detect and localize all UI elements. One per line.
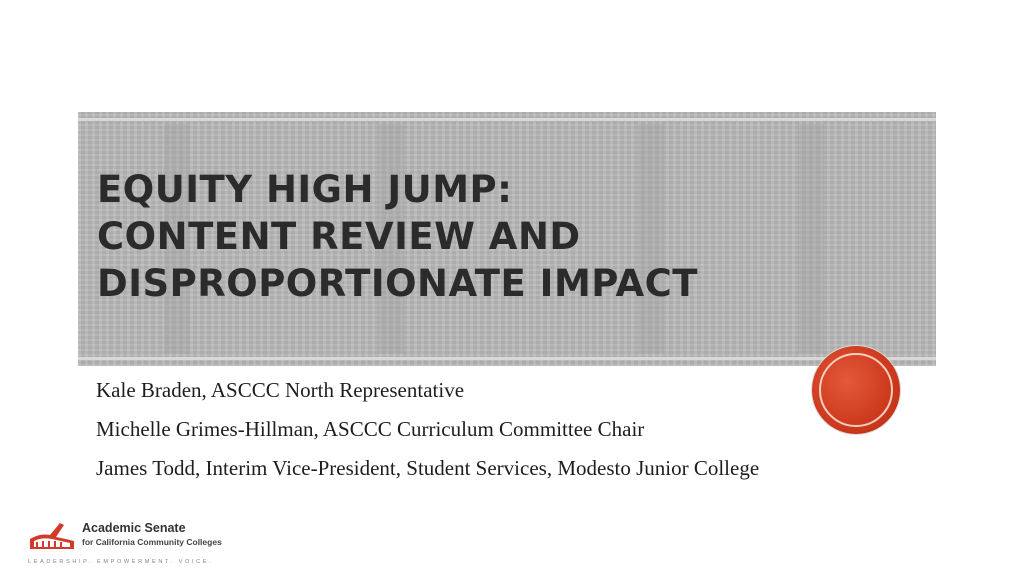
presenter-list [96,371,759,488]
presenter-line: Michelle Grimes-Hillman, ASCCC Curriculum Committee Chair [96,417,645,441]
senate-building-icon [26,519,78,551]
slide-title [97,166,917,307]
asccc-logo [26,519,222,567]
decorative-red-circle [812,346,900,434]
title-banner [78,112,936,366]
slide-title-line: CONTENT REVIEW AND [97,215,581,258]
logo-subname: for California Community Colleges [82,537,222,547]
logo-tagline: LEADERSHIP. EMPOWERMENT. VOICE. [28,559,214,565]
banner-bottom-rule [78,357,936,360]
circle-ring [819,353,893,427]
slide-title-line: DISPROPORTIONATE IMPACT [97,262,699,305]
logo-name: Academic Senate [82,521,186,535]
banner-top-rule [78,118,936,121]
presenter-line: James Todd, Interim Vice-President, Student Services, Modesto Junior College [96,456,760,480]
slide-title-line: EQUITY HIGH JUMP: [97,168,513,211]
presenter-line: Kale Braden, ASCCC North Representative [96,378,465,402]
